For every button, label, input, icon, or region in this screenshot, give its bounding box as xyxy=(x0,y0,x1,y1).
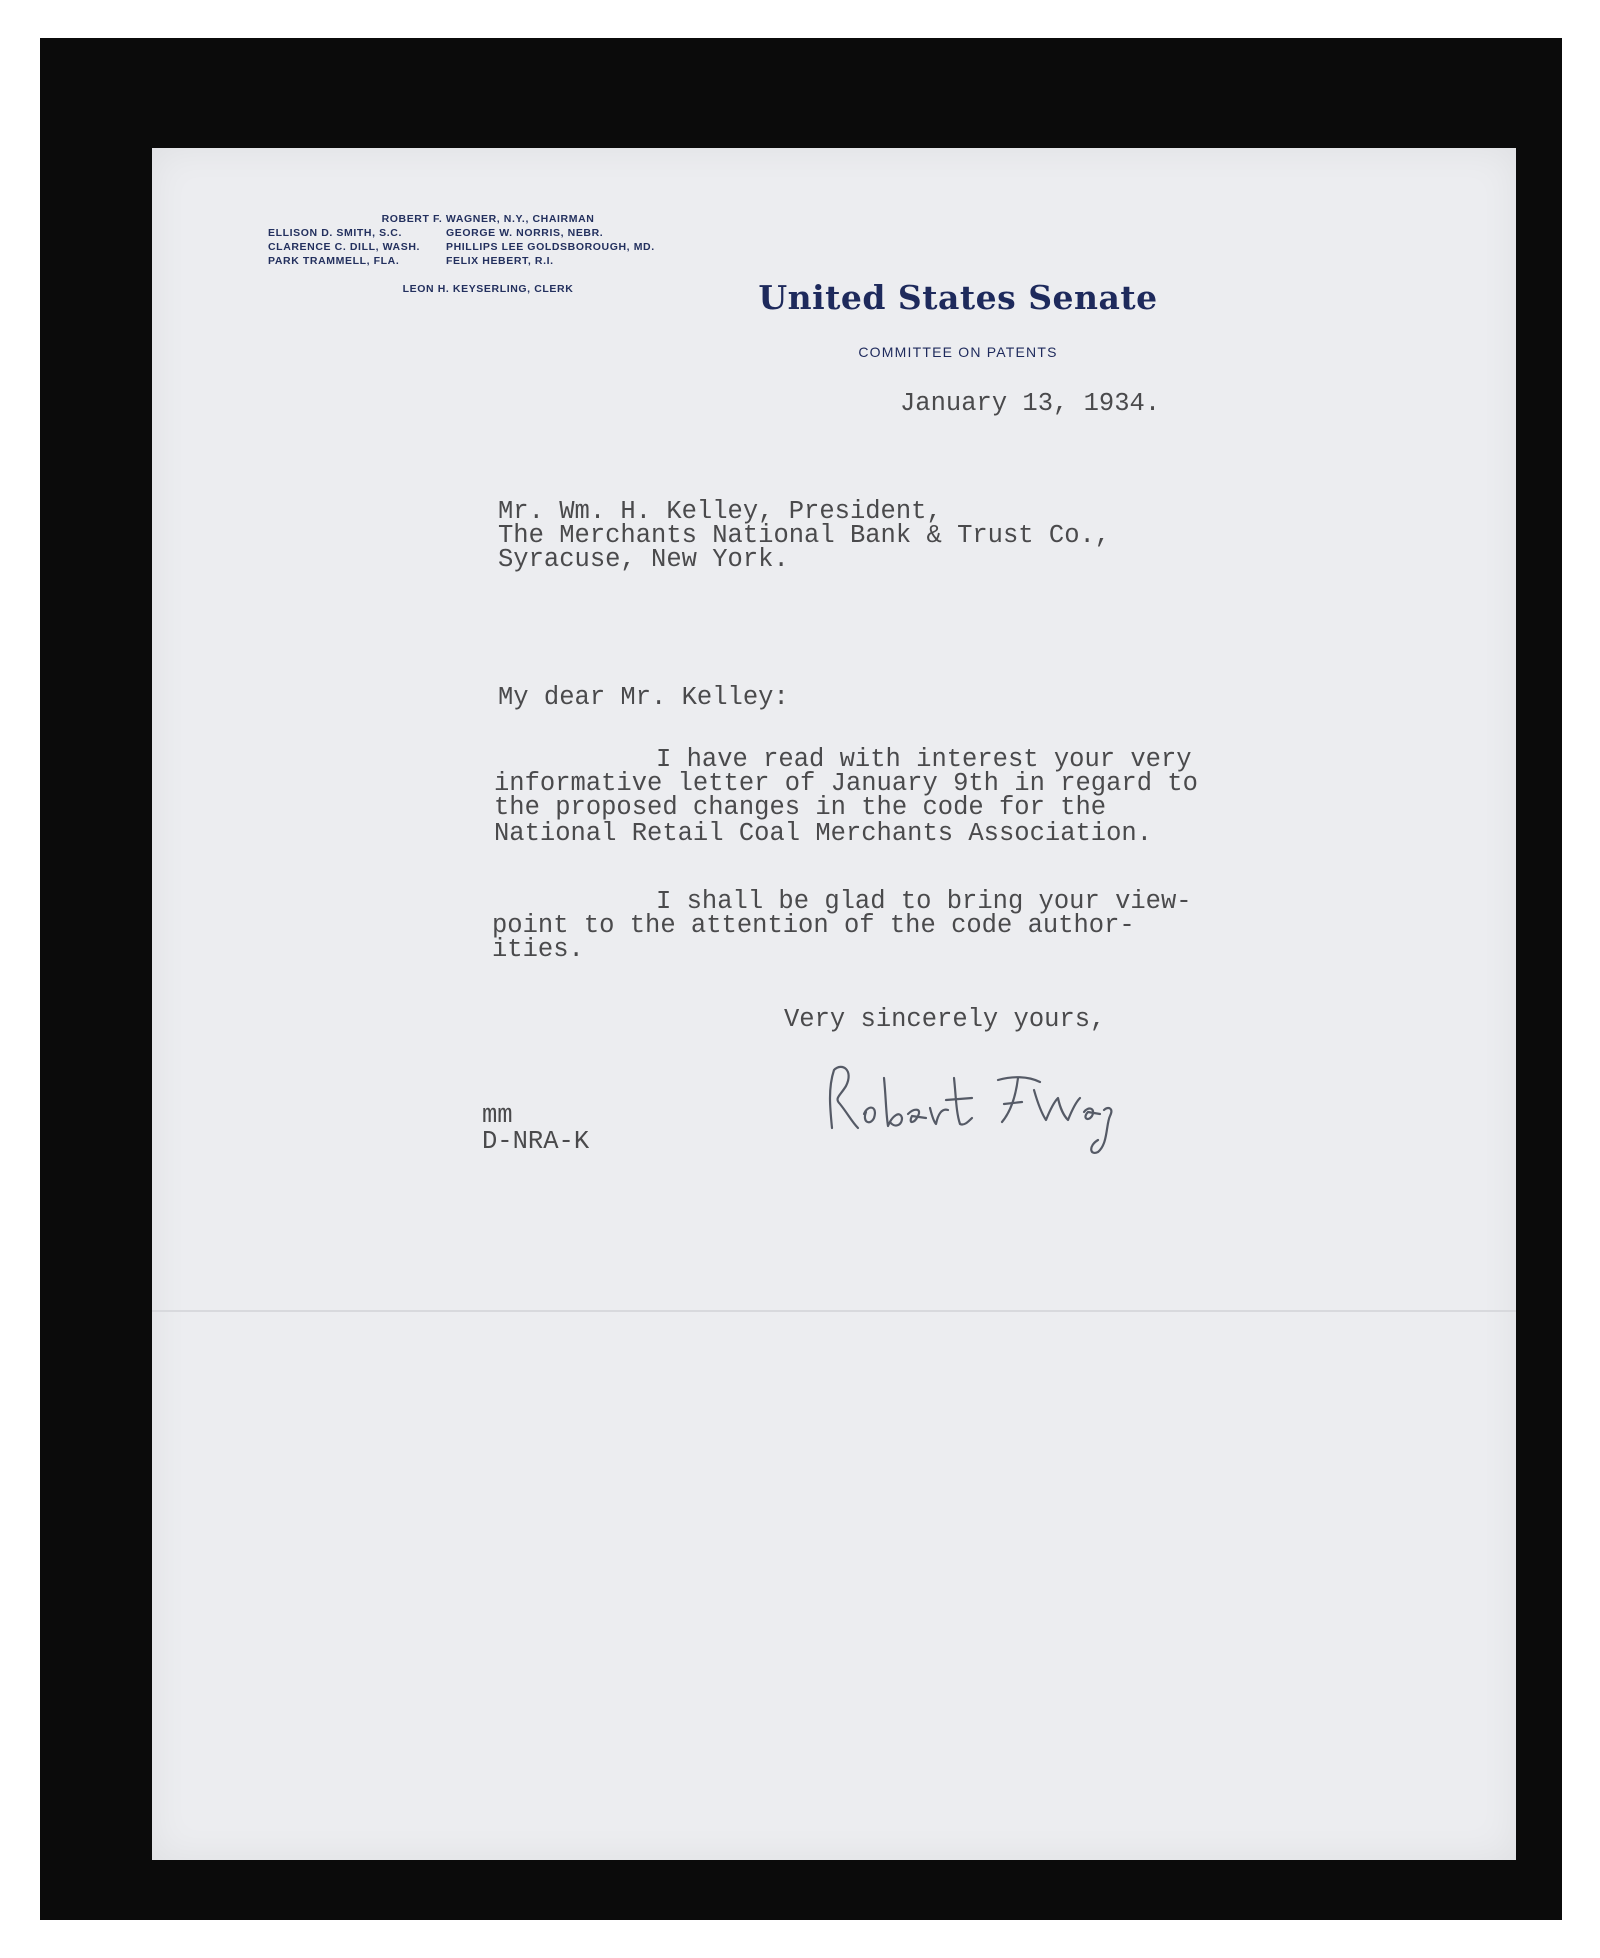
complimentary-closing: Very sincerely yours, xyxy=(784,1005,1106,1034)
body-line: point to the attention of the code author- xyxy=(492,911,1135,940)
chairman-line: ROBERT F. WAGNER, N.Y., CHAIRMAN xyxy=(381,213,595,225)
address-line: The Merchants National Bank & Trust Co., xyxy=(498,521,1111,550)
member-right: PHILLIPS LEE GOLDSBOROUGH, MD. xyxy=(446,241,655,253)
body-line: National Retail Coal Merchants Association. xyxy=(494,819,1153,848)
body-line: ities. xyxy=(492,935,584,964)
member-row xyxy=(268,226,708,240)
body-line: I shall be glad to bring your view- xyxy=(656,887,1192,916)
handwritten-signature xyxy=(802,1048,1122,1158)
letterhead-title: United States Senate xyxy=(758,278,1158,317)
member-right: GEORGE W. NORRIS, NEBR. xyxy=(446,227,604,239)
member-row xyxy=(268,240,708,254)
clerk-line: LEON H. KEYSERLING, CLERK xyxy=(402,283,574,295)
member-row xyxy=(268,254,708,268)
body-line: the proposed changes in the code for the xyxy=(494,793,1107,822)
letter-sheet xyxy=(152,148,1516,1860)
member-left: CLARENCE C. DILL, WASH. xyxy=(268,241,421,253)
paper-fold-line xyxy=(152,1310,1516,1312)
address-line: Mr. Wm. H. Kelley, President, xyxy=(498,497,942,526)
member-right: FELIX HEBERT, R.I. xyxy=(446,255,554,267)
member-left: ELLISON D. SMITH, S.C. xyxy=(268,227,402,239)
letter-date: January 13, 1934. xyxy=(900,389,1161,418)
body-line: informative letter of January 9th in regard to xyxy=(494,769,1198,798)
black-mat-frame xyxy=(40,38,1562,1920)
body-line: I have read with interest your very xyxy=(656,745,1192,774)
member-left: PARK TRAMMELL, FLA. xyxy=(268,255,400,267)
committee-name: COMMITTEE ON PATENTS xyxy=(858,344,1058,360)
salutation: My dear Mr. Kelley: xyxy=(498,683,789,712)
file-reference: D-NRA-K xyxy=(482,1127,590,1156)
address-line: Syracuse, New York. xyxy=(498,545,789,574)
typist-initials: mm xyxy=(482,1101,513,1130)
